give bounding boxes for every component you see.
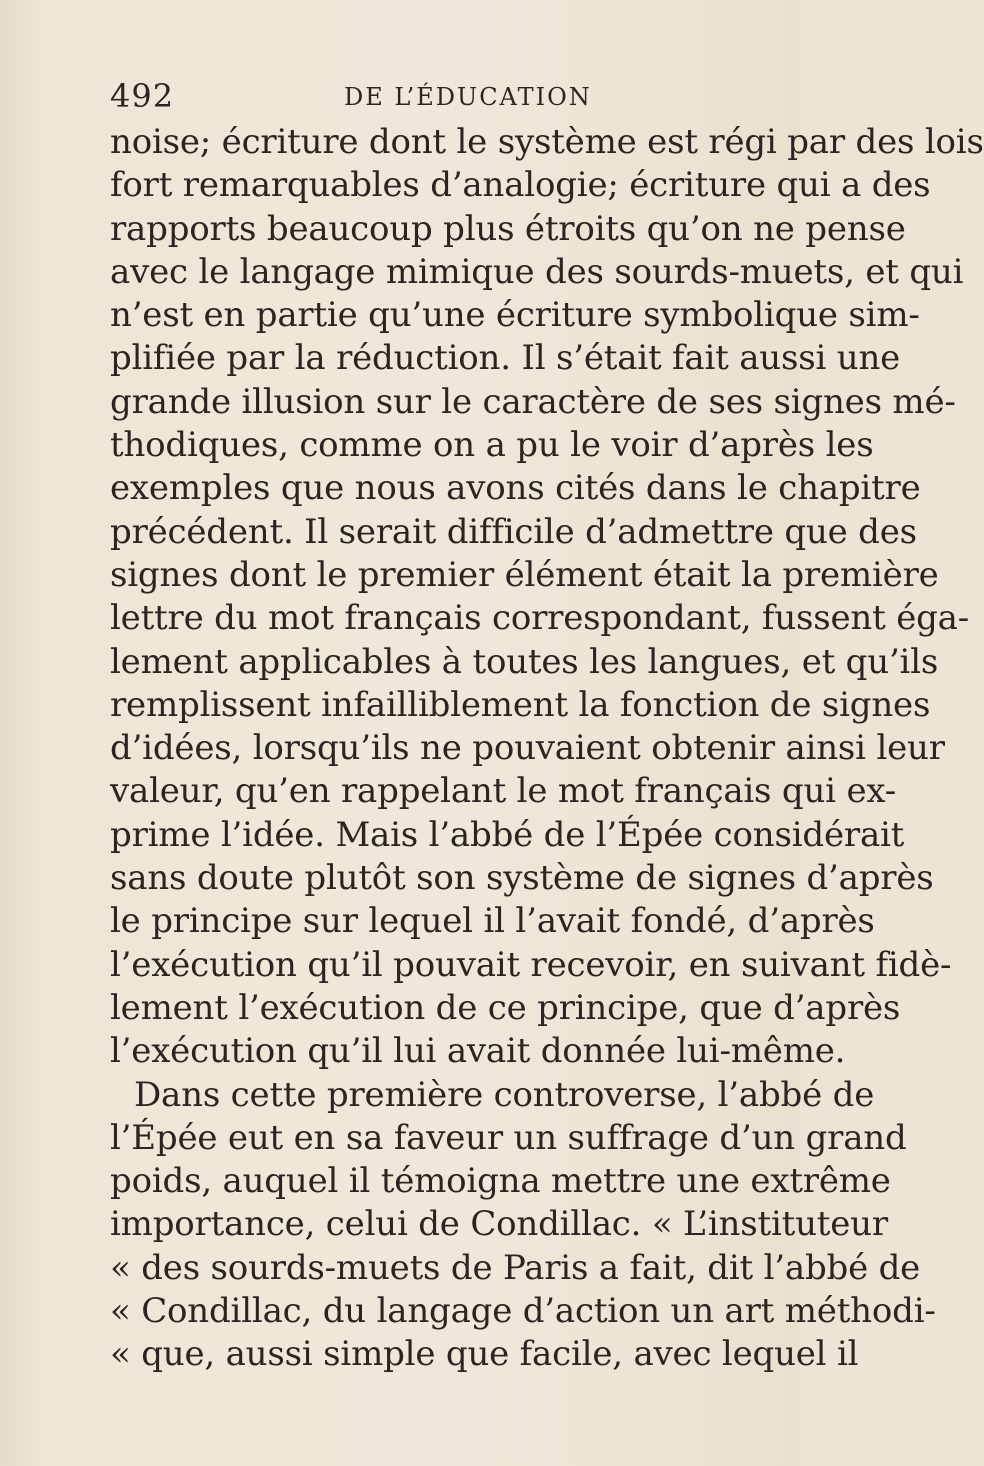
body-text: [110, 121, 984, 1377]
text-line: d’idées, lorsqu’ils ne pouvaient obtenir ainsi leur: [110, 728, 945, 769]
text-line: poids, auquel il témoigna mettre une extrême: [110, 1161, 891, 1202]
text-line: rapports beaucoup plus étroits qu’on ne pense: [110, 208, 906, 249]
running-head: DE L’ÉDUCATION: [344, 83, 592, 111]
text-line: l’exécution qu’il lui avait donnée lui-même.: [110, 1031, 846, 1072]
text-line: thodiques, comme on a pu le voir d’après les: [110, 425, 874, 466]
text-line: plifiée par la réduction. Il s’était fait aussi une: [110, 338, 901, 379]
text-line: lement l’exécution de ce principe, que d’après: [110, 987, 901, 1028]
text-line: l’Épée eut en sa faveur un suffrage d’un grand: [110, 1117, 907, 1158]
text-line: sans doute plutôt son système de signes d’après: [110, 858, 934, 899]
text-line: signes dont le premier élément était la première: [110, 554, 939, 595]
text-line: avec le langage mimique des sourds-muets, et qui: [110, 251, 964, 292]
paragraph-start-line: Dans cette première controverse, l’abbé de: [134, 1074, 875, 1115]
text-line: le principe sur lequel il l’avait fondé, d’après: [110, 901, 875, 942]
text-line: « que, aussi simple que facile, avec lequel il: [110, 1334, 859, 1375]
text-line: n’est en partie qu’une écriture symbolique sim-: [110, 295, 920, 336]
text-line: fort remarquables d’analogie; écriture qui a des: [110, 165, 931, 206]
text-line: exemples que nous avons cités dans le chapitre: [110, 468, 921, 509]
text-line: lement applicables à toutes les langues, et qu’ils: [110, 641, 939, 682]
text-line: lettre du mot français correspondant, fussent éga-: [110, 598, 970, 639]
text-line: valeur, qu’en rappelant le mot français qui ex-: [110, 771, 897, 812]
text-line: l’exécution qu’il pouvait recevoir, en suivant fidè-: [110, 944, 952, 985]
text-line: « des sourds-muets de Paris a fait, dit l’abbé de: [110, 1247, 921, 1288]
text-line: remplissent infailliblement la fonction de signes: [110, 684, 931, 725]
page-number: 492: [110, 77, 175, 115]
text-line: prime l’idée. Mais l’abbé de l’Épée considérait: [110, 814, 905, 855]
text-line: importance, celui de Condillac. « L’instituteur: [110, 1204, 888, 1245]
page-header: [110, 76, 770, 116]
text-line: précédent. Il serait difficile d’admettre que des: [110, 511, 917, 552]
text-line: noise; écriture dont le système est régi par des lois: [110, 122, 984, 162]
text-line: « Condillac, du langage d’action un art méthodi-: [110, 1291, 936, 1332]
text-line: grande illusion sur le caractère de ses signes mé-: [110, 381, 956, 422]
